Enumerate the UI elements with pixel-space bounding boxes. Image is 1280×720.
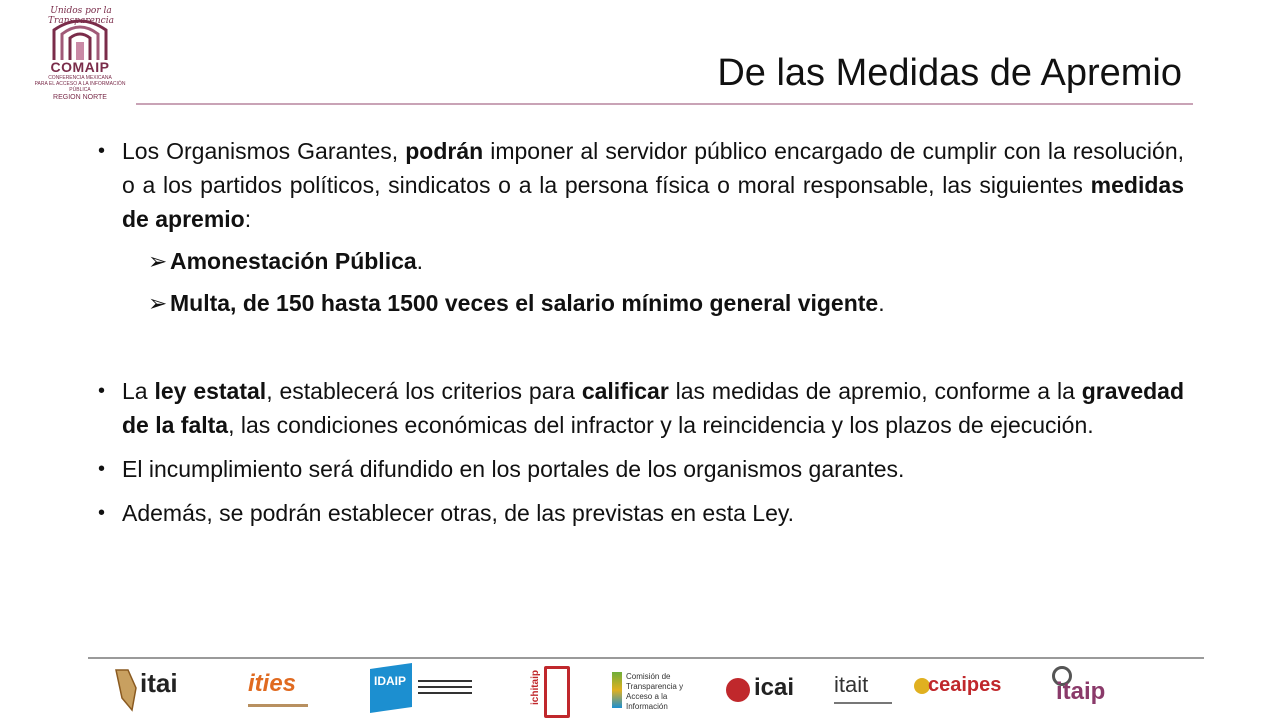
bullet-emphasis: gravedad de la falta [122,378,1185,438]
itait-underline [834,702,892,704]
cotai-logo [612,662,704,718]
bullet-text: , las condiciones económicas del infractor y la reincidencia y los plazos de ejecución. [228,412,1094,438]
region-label: REGION NORTE [53,94,107,101]
idaip-text-line [418,692,472,694]
bullet-icon: • [98,140,106,162]
icai-info-icon [726,678,750,702]
bullet-medidas [94,134,1184,236]
bullet-text: , establecerá los criterios para [266,378,582,404]
ities-logo [248,662,312,718]
bullet-emphasis: calificar [581,378,669,404]
cotai-logo-text: Comisión de Transparencia y Acceso a la Información [626,672,684,711]
bullet-icon: • [98,380,106,402]
logo-tagline: Unidos por la Transparencia [48,6,114,26]
itai-logo [114,662,194,718]
itait-logo-text: itait [834,672,869,697]
sonora-map-icon [114,668,138,712]
idaip-logo [370,662,474,718]
bullet-text: La [122,378,155,404]
footer-divider [88,657,1204,659]
bullet-text: Los Organismos Garantes, [122,138,406,164]
bullet-ley-estatal [94,374,1184,442]
ichitaip-door-icon [544,666,570,718]
cotai-color-bar [612,672,622,708]
title-divider [136,103,1193,105]
ities-underline [248,704,308,707]
idaip-badge [370,663,412,713]
bullet-text: El incumplimiento será difundido en los portales de los organismos garantes. [122,456,905,482]
itait-logo [834,662,898,718]
sub-item-label: Multa, de 150 hasta 1500 veces el salario mínimo general vigente [170,290,879,316]
bullet-incumplimiento [94,452,1184,486]
ities-logo-text: ities [248,670,297,697]
ichitaip-logo-text: ichitaip [530,669,542,706]
spacer [94,320,1184,374]
spacer [94,486,1184,496]
logo-subtitle-line-2: PARA EL ACCESO A LA INFORMACIÓN PÚBLICA [34,81,126,93]
sub-item-multa [94,286,1184,320]
institution-logos [100,662,1180,718]
bullet-emphasis: podrán [405,138,484,164]
spacer [94,442,1184,452]
comaip-emblem-icon [48,16,112,62]
idaip-text-line [418,680,472,682]
bullet-emphasis: medidas de apremio [122,172,1184,232]
sub-item-label: Amonestación Pública [170,248,417,274]
arrow-bullet-icon: ➢ [148,290,168,316]
bullet-text: las medidas de apremio, conforme a la [668,378,1082,404]
page-title: De las Medidas de Apremio [717,52,1182,94]
ichitaip-logo [522,662,570,718]
logo-name: COMAIP [50,59,110,75]
ceaipes-logo [914,662,1010,718]
logo-subtitle-line-1: CONFERENCIA MEXICANA [48,75,112,81]
bullet-emphasis: ley estatal [154,378,267,404]
idaip-logo-text: IDAIP [374,674,407,688]
ceaipes-logo-text: ceaipes [928,674,1002,696]
itaip-logo-text: itaip [1056,678,1106,705]
sub-item-tail: . [416,248,424,274]
comaip-logo [30,6,130,104]
sub-item-tail: . [878,290,885,316]
logo-subtitle [30,75,130,93]
arrow-bullet-icon: ➢ [148,248,168,274]
icai-logo [726,662,798,718]
bullet-text: : [244,206,252,232]
bullet-icon: • [98,502,106,524]
icai-logo-text: icai [754,674,795,701]
slide-content [94,134,1184,530]
bullet-text: Además, se podrán establecer otras, de las previstas en esta Ley. [122,500,795,526]
itaip-logo [1048,662,1122,718]
itai-logo-text: itai [140,668,178,698]
bullet-text: imponer al servidor público encargado de cumplir con la resolución, o a los partidos políticos, sindicatos o a la persona física o moral responsable, las siguientes [122,138,1185,198]
sub-item-amonestacion [94,244,1184,278]
bullet-icon: • [98,458,106,480]
idaip-text-line [418,686,472,688]
bullet-ademas [94,496,1184,530]
